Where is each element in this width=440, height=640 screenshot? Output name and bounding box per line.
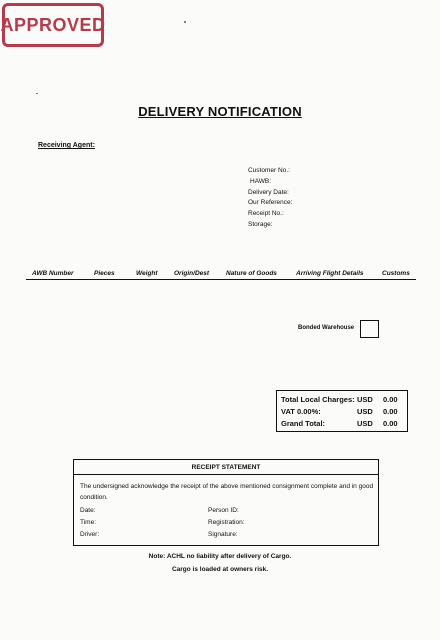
- charge-amount: 0.00: [383, 407, 398, 416]
- charges-box: [276, 390, 408, 432]
- customer-field: Storage:: [248, 220, 273, 228]
- customer-field: Receipt No.:: [248, 210, 284, 218]
- customer-field: Our Reference:: [248, 199, 293, 207]
- column-header: Customs: [382, 270, 410, 277]
- charge-amount: 0.00: [383, 395, 398, 404]
- liability-note: Note: ACHL no liability after delivery of Cargo.: [148, 553, 292, 560]
- charge-currency: USD: [357, 407, 373, 416]
- document-title: DELIVERY NOTIFICATION: [138, 104, 302, 119]
- charges-row: [277, 419, 407, 431]
- column-header: AWB Number: [32, 270, 74, 277]
- receipt-statement-text: The undersigned acknowledge the receipt of the above mentioned consignment complete and in good condition.: [80, 483, 374, 501]
- charge-label: Total Local Charges:: [281, 395, 355, 404]
- scan-speck: [184, 21, 186, 23]
- receipt-field: Registration:: [208, 519, 245, 526]
- approved-stamp: [2, 3, 104, 47]
- receipt-field: Signature:: [208, 531, 238, 538]
- column-header: Weight: [136, 270, 158, 277]
- charge-currency: USD: [357, 419, 373, 428]
- charge-currency: USD: [357, 395, 373, 404]
- charge-label: Grand Total:: [281, 419, 326, 428]
- column-header: Pieces: [94, 270, 115, 277]
- receiving-agent-label: Receiving Agent:: [38, 142, 95, 149]
- column-header: Origin/Dest: [174, 270, 210, 277]
- column-header: Arriving Flight Details: [296, 270, 364, 277]
- charge-label: VAT 0.00%:: [281, 407, 321, 416]
- charge-amount: 0.00: [383, 419, 398, 428]
- receipt-field: Time:: [80, 519, 97, 526]
- receipt-field: Person ID:: [208, 507, 239, 514]
- charges-row: [277, 407, 407, 419]
- scan-speck: [36, 93, 38, 94]
- shipment-table-header: [26, 268, 416, 280]
- customer-info-block: [248, 166, 292, 231]
- liability-note: Cargo is loaded at owners risk.: [171, 566, 269, 573]
- receipt-field: Date:: [80, 507, 96, 514]
- customer-field: HAWB:: [250, 177, 272, 185]
- approved-stamp-text: APPROVED: [0, 14, 106, 35]
- receipt-divider: [74, 474, 378, 475]
- column-header: Nature of Goods: [226, 270, 277, 277]
- receipt-field: Driver:: [80, 531, 100, 538]
- bonded-warehouse-label: Bonded Warehouse: [298, 325, 355, 331]
- customer-field: Customer No.:: [248, 167, 290, 174]
- charges-row: [277, 395, 407, 407]
- bonded-warehouse-checkbox: [360, 320, 379, 338]
- receipt-heading: RECEIPT STATEMENT: [191, 464, 261, 471]
- receipt-statement-box: [73, 459, 379, 546]
- customer-field: Delivery Date:: [248, 188, 289, 196]
